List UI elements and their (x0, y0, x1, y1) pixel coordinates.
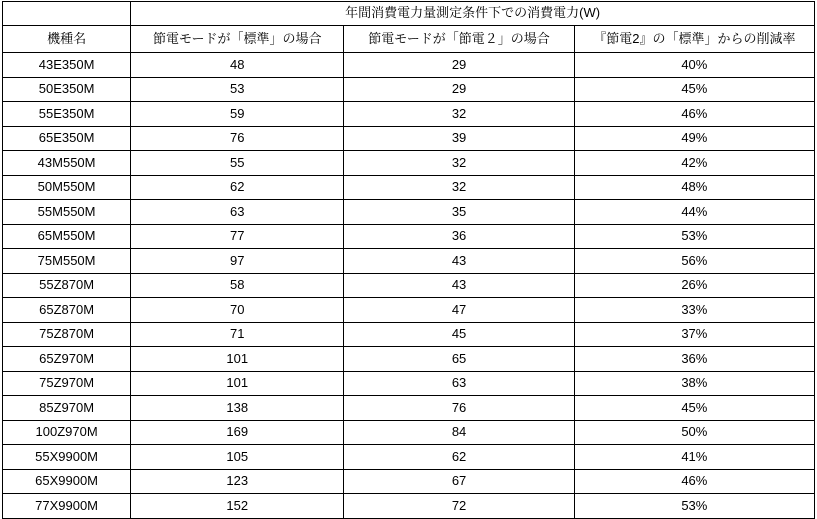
cell-model: 75Z970M (3, 371, 131, 396)
cell-standard: 101 (131, 371, 344, 396)
table-body (3, 2, 815, 519)
cell-model: 50E350M (3, 77, 131, 102)
column-header-reduction: 『節電2』の「標準」からの削減率 (574, 26, 814, 53)
table-row (3, 126, 815, 151)
cell-eco2: 35 (344, 200, 574, 225)
table-row (3, 396, 815, 421)
cell-eco2: 72 (344, 494, 574, 519)
cell-model: 65Z870M (3, 298, 131, 323)
table-title: 年間消費電力量測定条件下での消費電力(W) (131, 2, 815, 26)
table-row (3, 53, 815, 78)
cell-reduction: 36% (574, 347, 814, 372)
table-row (3, 298, 815, 323)
cell-standard: 48 (131, 53, 344, 78)
cell-eco2: 67 (344, 469, 574, 494)
table-row (3, 151, 815, 176)
cell-eco2: 43 (344, 273, 574, 298)
table-row (3, 322, 815, 347)
cell-eco2: 84 (344, 420, 574, 445)
cell-eco2: 63 (344, 371, 574, 396)
cell-eco2: 32 (344, 151, 574, 176)
cell-standard: 71 (131, 322, 344, 347)
cell-model: 43E350M (3, 53, 131, 78)
cell-model: 75M550M (3, 249, 131, 274)
cell-reduction: 45% (574, 77, 814, 102)
document-sheet (0, 1, 817, 513)
cell-reduction: 49% (574, 126, 814, 151)
cell-standard: 123 (131, 469, 344, 494)
corner-blank-cell (3, 2, 131, 26)
power-consumption-table (2, 1, 815, 519)
table-row (3, 77, 815, 102)
cell-standard: 62 (131, 175, 344, 200)
cell-reduction: 33% (574, 298, 814, 323)
cell-standard: 70 (131, 298, 344, 323)
cell-standard: 97 (131, 249, 344, 274)
table-row (3, 420, 815, 445)
cell-standard: 105 (131, 445, 344, 470)
cell-standard: 77 (131, 224, 344, 249)
cell-reduction: 38% (574, 371, 814, 396)
column-header-model: 機種名 (3, 26, 131, 53)
cell-model: 65X9900M (3, 469, 131, 494)
cell-standard: 101 (131, 347, 344, 372)
cell-model: 55Z870M (3, 273, 131, 298)
table-row (3, 445, 815, 470)
cell-standard: 169 (131, 420, 344, 445)
cell-reduction: 45% (574, 396, 814, 421)
table-row (3, 469, 815, 494)
cell-model: 55M550M (3, 200, 131, 225)
cell-eco2: 76 (344, 396, 574, 421)
cell-standard: 53 (131, 77, 344, 102)
cell-reduction: 46% (574, 102, 814, 127)
table-row (3, 249, 815, 274)
cell-model: 50M550M (3, 175, 131, 200)
table-row (3, 494, 815, 519)
table-title-row (3, 2, 815, 26)
cell-eco2: 65 (344, 347, 574, 372)
cell-model: 85Z970M (3, 396, 131, 421)
cell-eco2: 32 (344, 175, 574, 200)
table-row (3, 175, 815, 200)
cell-reduction: 50% (574, 420, 814, 445)
cell-eco2: 43 (344, 249, 574, 274)
cell-eco2: 62 (344, 445, 574, 470)
cell-model: 77X9900M (3, 494, 131, 519)
cell-reduction: 37% (574, 322, 814, 347)
cell-model: 75Z870M (3, 322, 131, 347)
cell-model: 43M550M (3, 151, 131, 176)
cell-reduction: 44% (574, 200, 814, 225)
column-header-eco2: 節電モードが「節電２」の場合 (344, 26, 574, 53)
table-row (3, 102, 815, 127)
cell-model: 65Z970M (3, 347, 131, 372)
cell-standard: 138 (131, 396, 344, 421)
cell-eco2: 32 (344, 102, 574, 127)
cell-standard: 55 (131, 151, 344, 176)
cell-standard: 58 (131, 273, 344, 298)
cell-eco2: 29 (344, 53, 574, 78)
cell-model: 65M550M (3, 224, 131, 249)
column-header-standard: 節電モードが「標準」の場合 (131, 26, 344, 53)
cell-reduction: 56% (574, 249, 814, 274)
cell-eco2: 29 (344, 77, 574, 102)
cell-reduction: 53% (574, 224, 814, 249)
cell-model: 65E350M (3, 126, 131, 151)
table-row (3, 347, 815, 372)
cell-reduction: 42% (574, 151, 814, 176)
cell-standard: 59 (131, 102, 344, 127)
cell-reduction: 46% (574, 469, 814, 494)
table-header-row (3, 26, 815, 53)
cell-model: 55X9900M (3, 445, 131, 470)
cell-standard: 76 (131, 126, 344, 151)
cell-reduction: 48% (574, 175, 814, 200)
cell-model: 100Z970M (3, 420, 131, 445)
cell-reduction: 40% (574, 53, 814, 78)
cell-standard: 63 (131, 200, 344, 225)
cell-standard: 152 (131, 494, 344, 519)
cell-eco2: 36 (344, 224, 574, 249)
cell-eco2: 47 (344, 298, 574, 323)
table-row (3, 224, 815, 249)
cell-eco2: 39 (344, 126, 574, 151)
table-row (3, 200, 815, 225)
cell-reduction: 41% (574, 445, 814, 470)
cell-model: 55E350M (3, 102, 131, 127)
table-row (3, 273, 815, 298)
cell-reduction: 26% (574, 273, 814, 298)
cell-reduction: 53% (574, 494, 814, 519)
table-row (3, 371, 815, 396)
cell-eco2: 45 (344, 322, 574, 347)
